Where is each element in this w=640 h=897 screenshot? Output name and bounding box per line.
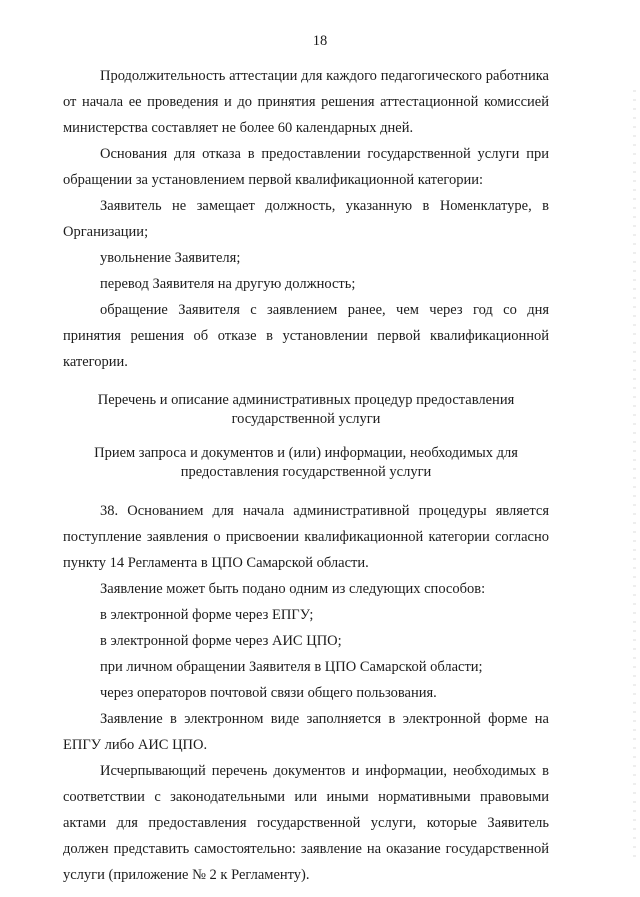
list-item-not-holding-position: Заявитель не замещает должность, указанную в Номенклатуре, в Организации; [63, 198, 549, 240]
list-item-epgu: в электронной форме через ЕПГУ; [100, 607, 314, 623]
list-item-postal: через операторов почтовой связи общего пользования. [100, 685, 437, 701]
scan-edge-artifact [633, 90, 636, 857]
paragraph-38-basis: 38. Основанием для начала административной процедуры является поступление заявления о присвоении квалификационной категории согласно пункту 14 Регламента в ЦПО Самарской области. [63, 503, 549, 571]
document-body [63, 63, 549, 888]
section-heading-procedures: Перечень и описание административных процедур предоставления государственной услуги [97, 392, 515, 427]
list-item-dismissal: увольнение Заявителя; [100, 250, 241, 266]
paragraph-attestation-duration: Продолжительность аттестации для каждого педагогического работника от начала ее проведения и до принятия решения аттестационной комиссией министерства составляет не более 60 календарных дней. [63, 68, 549, 136]
paragraph-refusal-grounds: Основания для отказа в предоставлении государственной услуги при обращении за установлением первой квалификационной категории: [63, 146, 549, 188]
paragraph-submission-methods: Заявление может быть подано одним из следующих способов: [100, 581, 486, 597]
list-item-transfer: перевод Заявителя на другую должность; [100, 276, 356, 292]
list-item-in-person: при личном обращении Заявителя в ЦПО Самарской области; [100, 659, 483, 675]
list-item-early-application: обращение Заявителя с заявлением ранее, чем через год со дня принятия решения об отказе в установлении первой квалификационной категории. [63, 302, 549, 370]
page-number: 18 [312, 33, 328, 49]
subsection-heading-request-intake: Прием запроса и документов и (или) информации, необходимых для предоставления государственной услуги [94, 445, 518, 480]
list-item-ais-cpo: в электронной форме через АИС ЦПО; [100, 633, 342, 649]
paragraph-document-list: Исчерпывающий перечень документов и информации, необходимых в соответствии с законодательными или иными нормативными правовыми актами для предоставления государственной услуги, которые Заявитель должен представить самостоятельно: заявление на оказание государственной услуги (приложение № 2 к Регламенту). [63, 763, 549, 883]
paragraph-electronic-form: Заявление в электронном виде заполняется в электронной форме на ЕПГУ либо АИС ЦПО. [63, 711, 549, 753]
